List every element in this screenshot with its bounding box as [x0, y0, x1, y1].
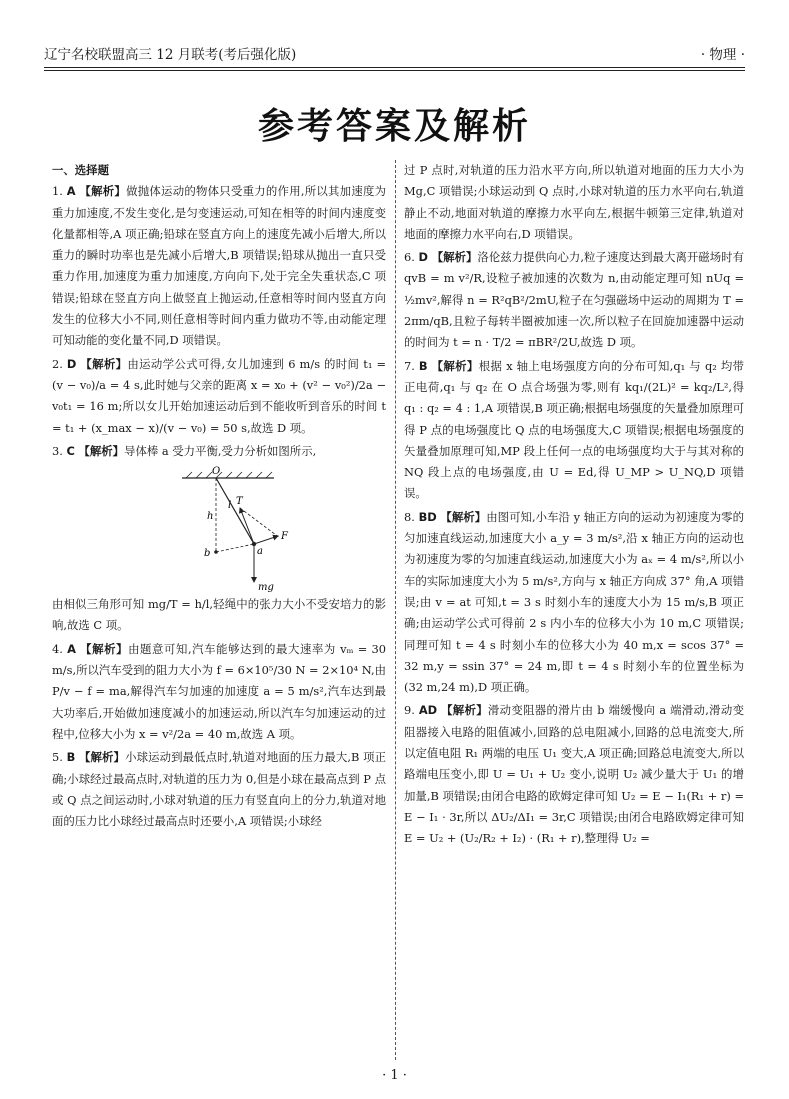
item-tag: 【解析】 — [431, 250, 478, 265]
force-diagram-svg — [52, 464, 386, 594]
item-number: 3. — [52, 443, 63, 458]
rope-line — [216, 478, 254, 544]
tension-arrow — [240, 508, 254, 544]
item-text: 做抛体运动的物体只受重力的作用,所以其加速度为重力加速度,不发生变化,是匀变速运动,可知在相等的时间内速度变化量都相等,A 项正确;铅球在竖直方向上的速度先减小后增大,所以重力的瞬时功率也是先减小后增大,B 项错误;铅球从抛出一直只受重力作用,加速度为重力加速度,方向向下,处于完全失重状态,C 项错误;铅球在竖直方向上做竖直上抛运动,任意相等时间内竖直方向发生的位移大小不同,则任意相等时间内重力做功不等,由动能定理可知动能的变化量不同,D 项错误。 — [52, 184, 387, 348]
base-line — [216, 544, 254, 552]
item-tag: 【解析】 — [79, 750, 126, 765]
header-subject: · 物理 · — [700, 47, 745, 63]
ceiling-hatch — [186, 472, 272, 478]
right-column — [404, 160, 744, 852]
item-tag: 【解析】 — [79, 184, 127, 199]
rod-a-point — [252, 542, 256, 546]
label-mg: mg — [258, 582, 274, 594]
item-answer: AD — [418, 703, 438, 718]
page-title: 参考答案及解析 — [257, 106, 531, 147]
item-tag: 【解析】 — [431, 358, 479, 373]
item-text: 由相似三角形可知 mg/T = h/l,轻绳中的张力大小不受安培力的影响,故选 C 项。 — [52, 597, 386, 633]
item-text: 由运动学公式可得,女儿加速到 6 m/s 的时间 t₁ = (v − v₀)/a = 4 s,此时她与父亲的距离 x = x₀ + (v² − v₀²)/2a − v₀t₁ = 16 m;所以女儿开始加速运动后到不能收听到音乐的时间 t = t₁ + (x_max − x)/(v − v₀) = 50 s,故选 D 项。 — [52, 356, 386, 435]
point-b — [214, 550, 218, 554]
item-number: 5. — [52, 750, 63, 765]
item-number: 8. — [404, 509, 415, 524]
item-tag: 【解析】 — [80, 641, 129, 656]
label-l: l — [228, 500, 232, 512]
item-text: 过 P 点时,对轨道的压力沿水平方向,所以轨道对地面的压力大小为 Mg,C 项错误;小球运动到 Q 点时,小球对轨道的压力水平向右,轨道静止不动,地面对轨道的摩擦力水平向左,根据牛顿第三定律,轨道对地面的摩擦力水平向右,D 项错误。 — [404, 163, 744, 241]
item-text: 小球运动到最低点时,轨道对地面的压力最大,B 项正确;小球经过最高点时,对轨道的压力为 0,但是小球在最高点到 P 点或 Q 点之间运动时,小球对轨道的压力有竖直向上的分力,轨道对地面的压力比小球经过最高点时还要小,A 项错误;小球经 — [52, 750, 386, 829]
column-divider — [395, 160, 396, 1060]
item-answer: BD — [418, 509, 437, 524]
header-rule-thick — [44, 67, 745, 68]
item-text: 由图可知,小车沿 y 轴正方向的运动为初速度为零的匀加速直线运动,加速度大小 a_y = 3 m/s²,沿 x 轴正方向的运动也为初速度为零的匀加速直线运动,加速度大小为 aₓ = 4 m/s²,所以小车的实际加速度大小为 5 m/s²,方向与 x 轴正方向成 37° 角,A 项错误;由 v = at 可知,t = 3 s 时刻小车的速度大小为 15 m/s,B 项正确;由运动学公式可得前 2 s 内小车的位移大小为 10 m,C 项错误;同理可知 t = 4 s 时刻小车的位移大小为 40 m,x = scos 37° = 32 m,y = ssin 37° = 24 m,即 t = 4 s 时刻小车的位置坐标为(32 m,24 m),D 项正确。 — [404, 509, 744, 695]
item-number: 2. — [52, 356, 63, 371]
answer-item-7 — [404, 356, 744, 505]
item-answer: D — [66, 356, 77, 371]
answer-item-4 — [52, 639, 386, 745]
answer-item-6 — [404, 247, 744, 353]
item-tag: 【解析】 — [80, 356, 128, 371]
answer-item-2 — [52, 354, 386, 439]
header-rule-thin — [44, 70, 745, 71]
item-tag: 【解析】 — [441, 703, 488, 718]
answer-item-1 — [52, 181, 386, 351]
item-number: 9. — [404, 703, 415, 718]
header-exam-title: 辽宁名校联盟高三 12 月联考(考后强化版) — [44, 47, 297, 63]
answer-item-9 — [404, 700, 744, 849]
item-number: 4. — [52, 641, 63, 656]
item-text: 洛伦兹力提供向心力,粒子速度达到最大离开磁场时有 qvB = m v²/R,设粒子被加速的次数为 n,由动能定理可知 nUq = ½mv²,解得 n = R²qB²/2mU,粒子在匀强磁场中运动的周期为 T = 2πm/qB,且粒子每转半圈被加速一次,所以粒子在回旋加速器中运动的时间为 t = n · T/2 = πBR²/2U,故选 D 项。 — [404, 250, 744, 350]
item-number: 7. — [404, 358, 415, 373]
item-tag: 【解析】 — [78, 443, 125, 458]
item-text: 根据 x 轴上电场强度方向的分布可知,q₁ 与 q₂ 均带正电荷,q₁ 与 q₂ 在 O 点合场强为零,则有 kq₁/(2L)² = kq₂/L²,得 q₁ : q₂ = 4 : 1,A 项错误,B 项正确;根据电场强度的矢量叠加原理可得 P 点的电场强度比 Q 点的电场强度大,C 项错误;根据电场强度的矢量叠加原理可知,MP 段上任何一点的电场强度均大于与其对称的 NQ 段上点的电场强度,由 U = Ed,得 U_MP > U_NQ,D 项错误。 — [404, 358, 744, 501]
left-column — [52, 160, 386, 834]
answer-item-3 — [52, 441, 386, 462]
label-f: F — [281, 531, 288, 543]
answer-item-5 — [52, 747, 386, 832]
item-tag: 【解析】 — [440, 509, 487, 524]
answer-item-5-cont — [404, 160, 744, 245]
page-header — [44, 40, 745, 66]
item-text: 导体棒 a 受力平衡,受力分析如图所示, — [124, 443, 317, 458]
page-number: · 1 · — [382, 1068, 407, 1083]
answer-item-8 — [404, 507, 744, 699]
item-answer: C — [66, 443, 75, 458]
item-answer: D — [418, 250, 429, 265]
section-heading: 一、选择题 — [52, 163, 109, 177]
item-text: 滑动变阻器的滑片由 b 端缓慢向 a 端滑动,滑动变阻器接入电路的阻值减小,回路的总电阻减小,回路的总电流变大,所以定值电阻 R₁ 两端的电压 U₁ 变大,A 项正确;回路总电流变大,所以路端电压变小,即 U = U₁ + U₂ 变小,说明 U₂ 减少量大于 U₁ 的增加量,B 项错误;由闭合电路的欧姆定律可知 U₂ = E − I₁(R₁ + r) = E − I₁ · 3r,所以 ΔU₂/ΔI₁ = 3r,C 项错误;由闭合电路欧姆定律可知 E = U₂ + (U₂/R₂ + I₂) · (R₁ + r),整理得 U₂ = — [404, 703, 744, 846]
item-answer: A — [66, 184, 76, 199]
item-number: 6. — [404, 250, 415, 265]
force-f-arrow — [254, 536, 278, 544]
answer-item-3-cont — [52, 594, 386, 637]
item-answer: B — [418, 358, 428, 373]
label-b: b — [204, 548, 211, 560]
item-answer: A — [67, 641, 76, 656]
label-t: T — [236, 496, 243, 508]
item-answer: B — [66, 750, 76, 765]
item-number: 1. — [52, 184, 63, 199]
item-text: 由题意可知,汽车能够达到的最大速率为 vₘ = 30 m/s,所以汽车受到的阻力大小为 f = 6×10⁵/30 N = 2×10⁴ N,由 P/v − f = ma,解得汽车匀加速的加速度 a = 5 m/s²,汽车达到最大功率后,开始做加速度减小的加速运动,所以汽车匀加速运动的过程中,位移大小为 x = v²/2a = 40 m,故选 A 项。 — [52, 641, 386, 741]
label-a: a — [257, 546, 263, 558]
label-h: h — [207, 511, 214, 523]
label-o: O — [212, 466, 221, 478]
force-diagram — [52, 464, 386, 594]
